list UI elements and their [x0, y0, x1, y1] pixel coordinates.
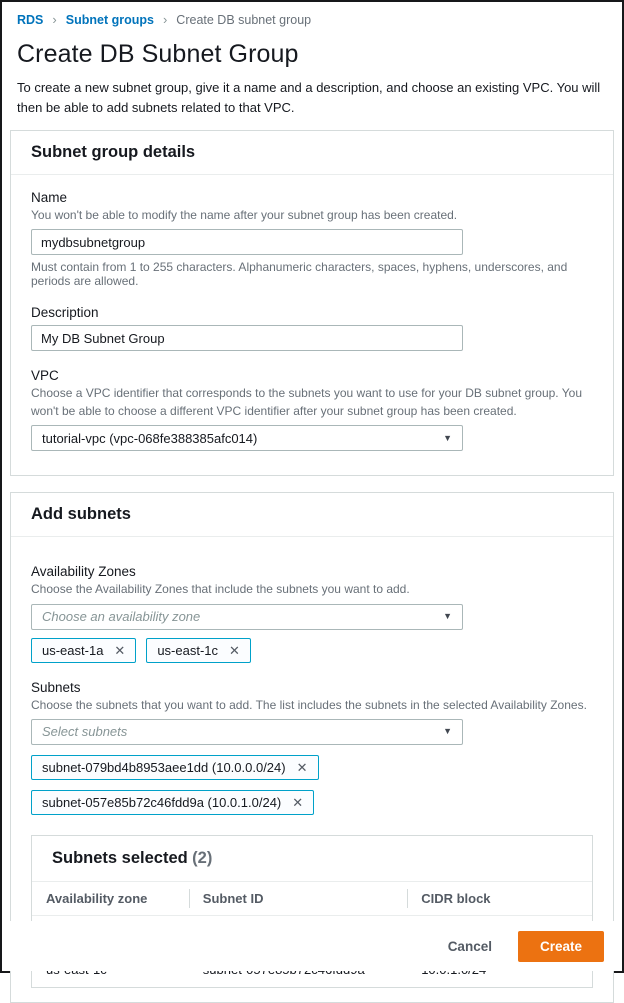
name-input[interactable]	[31, 229, 463, 255]
close-icon[interactable]: ✕	[229, 642, 240, 658]
column-header-subnet-id: Subnet ID	[189, 881, 407, 915]
name-form-group	[31, 190, 593, 288]
vpc-label: VPC	[31, 368, 59, 384]
subnets-select[interactable]	[31, 719, 463, 745]
availability-zones-form-group	[31, 564, 593, 662]
subnet-token-stack	[31, 745, 593, 815]
table-header-row	[32, 881, 592, 915]
chevron-down-icon: ▼	[443, 611, 452, 622]
description-form-group	[31, 305, 593, 351]
vpc-select-value: tutorial-vpc (vpc-068fe388385afc014)	[42, 430, 258, 446]
subnets-form-group	[31, 680, 593, 815]
page-title: Create DB Subnet Group	[17, 40, 299, 68]
availability-zones-helper-text: Choose the Availability Zones that include the subnets you want to add.	[31, 582, 410, 597]
vpc-form-group	[31, 368, 593, 451]
description-input[interactable]	[31, 325, 463, 351]
subnets-select-placeholder: Select subnets	[42, 724, 128, 740]
breadcrumb-link-subnet-groups[interactable]: Subnet groups	[65, 12, 154, 27]
add-subnets-header	[11, 493, 613, 537]
chevron-down-icon: ▼	[443, 726, 452, 737]
availability-zone-select-placeholder: Choose an availability zone	[42, 609, 201, 625]
add-subnets-title: Add subnets	[31, 505, 131, 524]
breadcrumb-link-rds[interactable]: RDS	[17, 12, 44, 27]
cancel-button[interactable]: Cancel	[447, 938, 492, 954]
chevron-down-icon: ▼	[443, 432, 452, 443]
az-token-us-east-1a[interactable]	[31, 638, 136, 663]
subnet-token-label: subnet-057e85b72c46fdd9a (10.0.1.0/24)	[42, 794, 282, 810]
vpc-helper-text: Choose a VPC identifier that corresponds to the subnets you want to use for your DB subnet group. You won't be able to choose a different VPC identifier after your subnet group has been created.	[31, 386, 583, 418]
az-token-label: us-east-1a	[42, 642, 104, 658]
form-actions-footer	[2, 921, 622, 971]
subnet-group-details-card	[10, 130, 614, 476]
description-label: Description	[31, 305, 99, 321]
column-header-availability-zone: Availability zone	[32, 881, 189, 915]
az-token-us-east-1c[interactable]	[146, 638, 251, 663]
subnets-selected-count: (2)	[192, 848, 213, 867]
subnets-label: Subnets	[31, 679, 81, 695]
subnet-group-details-title: Subnet group details	[31, 143, 196, 161]
close-icon[interactable]: ✕	[114, 642, 126, 658]
subnets-selected-header	[32, 836, 592, 881]
breadcrumb-current: Create DB subnet group	[176, 12, 312, 27]
close-icon[interactable]: ✕	[296, 759, 308, 775]
breadcrumb	[17, 12, 607, 27]
subnet-token-label: subnet-079bd4b8953aee1dd (10.0.0.0/24)	[42, 759, 286, 775]
column-header-cidr-block: CIDR block	[407, 881, 592, 915]
availability-zone-select[interactable]	[31, 604, 463, 630]
page-intro: To create a new subnet group, give it a name and a description, and choose an existing VPC. You will then be able to add subnets related to that VPC.	[17, 80, 601, 115]
name-label: Name	[31, 190, 68, 205]
chevron-right-icon: ›	[52, 12, 57, 27]
create-button[interactable]: Create	[518, 931, 604, 962]
subnets-selected-title: Subnets selected	[52, 848, 188, 867]
name-helper-text: You won't be able to modify the name after your subnet group has been created.	[31, 208, 458, 222]
availability-zone-token-row	[31, 630, 593, 663]
chevron-right-icon: ›	[162, 12, 168, 27]
vpc-select[interactable]	[31, 425, 463, 451]
availability-zones-label: Availability Zones	[31, 564, 136, 580]
subnet-token-2[interactable]	[31, 790, 314, 815]
name-constraint-text: Must contain from 1 to 255 characters. Alphanumeric characters, spaces, hyphens, underscores, and periods are allowed.	[31, 260, 568, 289]
subnet-group-details-header	[11, 131, 613, 175]
subnets-helper-text: Choose the subnets that you want to add. The list includes the subnets in the selected Availability Zones.	[31, 697, 587, 712]
close-icon[interactable]: ✕	[292, 794, 304, 810]
subnet-token-1[interactable]	[31, 755, 319, 780]
az-token-label: us-east-1c	[157, 642, 219, 658]
